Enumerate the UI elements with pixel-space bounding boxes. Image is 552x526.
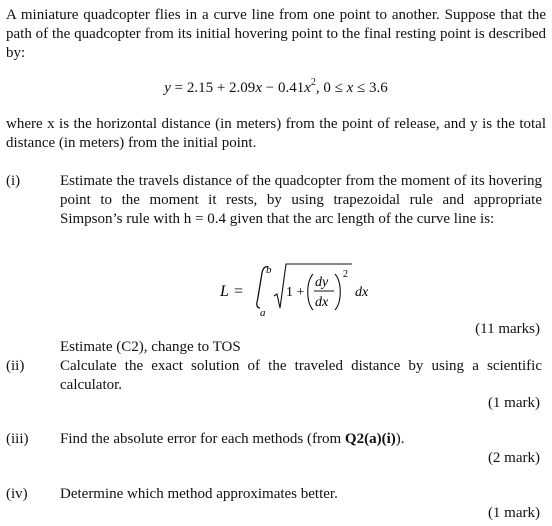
left-paren xyxy=(308,274,313,310)
equation-exponent: 2 xyxy=(310,77,316,88)
equation-rhs-part2: − 0.41 xyxy=(261,80,305,96)
formula-L: L xyxy=(220,283,229,300)
equation-range-pre: , 0 ≤ xyxy=(315,80,347,96)
right-paren xyxy=(335,274,340,310)
question-text-ii: Calculate the exact solution of the traveled distance by using a scientific calculator. xyxy=(60,358,542,393)
arc-length-formula xyxy=(216,258,369,320)
question-text-i: Estimate the travels distance of the quadcopter from the moment of its hovering point to the moment it rests, by using trapezoidal rule and appropriate Simpson’s rule with h = 0.4 given that the arc length of the curve line is: xyxy=(60,173,542,227)
equation-lhs: y xyxy=(164,80,171,96)
question-text-iii xyxy=(60,430,542,449)
derivative-power: 2 xyxy=(343,269,348,280)
equation-x1: x xyxy=(255,80,262,96)
extra-note: Estimate (C2), change to TOS xyxy=(60,339,241,355)
where-paragraph: where x is the horizontal distance (in meters) from the point of release, and y is the total distance (in meters) from the initial point. xyxy=(6,116,546,151)
equation-x2: x xyxy=(304,80,311,96)
question-number-iv: (iv) xyxy=(6,486,28,502)
equation-range-post: ≤ 3.6 xyxy=(353,80,388,96)
derivative-numerator: dy xyxy=(315,275,329,290)
formula-one-plus: 1 + xyxy=(286,285,305,300)
question-text-iii-pre: Find the absolute error for each methods (from xyxy=(60,431,345,447)
path-equation xyxy=(0,79,552,98)
marks-ii: (1 mark) xyxy=(487,395,540,411)
marks-iv: (1 mark) xyxy=(487,505,540,521)
question-number-iii: (iii) xyxy=(6,431,29,447)
formula-equals: = xyxy=(234,283,244,300)
equation-rhs-part1: = 2.15 + 2.09 xyxy=(170,80,256,96)
equation-x3: x xyxy=(346,80,354,96)
question-number-ii: (ii) xyxy=(6,358,25,374)
derivative-denominator: dx xyxy=(315,295,329,310)
marks-iii: (2 mark) xyxy=(487,450,540,466)
formula-dx: dx xyxy=(355,285,369,300)
intro-paragraph: A miniature quadcopter flies in a curve line from one point to another. Suppose that the path of the quadcopter from its initial hovering point to the final resting point is described by: xyxy=(6,7,546,61)
question-text-iii-post: ). xyxy=(395,431,405,447)
integral-lower-limit: a xyxy=(260,307,266,319)
marks-i: (11 marks) xyxy=(475,321,540,337)
question-text-iv: Determine which method approximates better. xyxy=(60,486,338,502)
question-ref-bold: Q2(a)(i) xyxy=(344,431,396,447)
question-number-i: (i) xyxy=(6,173,21,189)
integral-upper-limit: b xyxy=(266,264,272,276)
